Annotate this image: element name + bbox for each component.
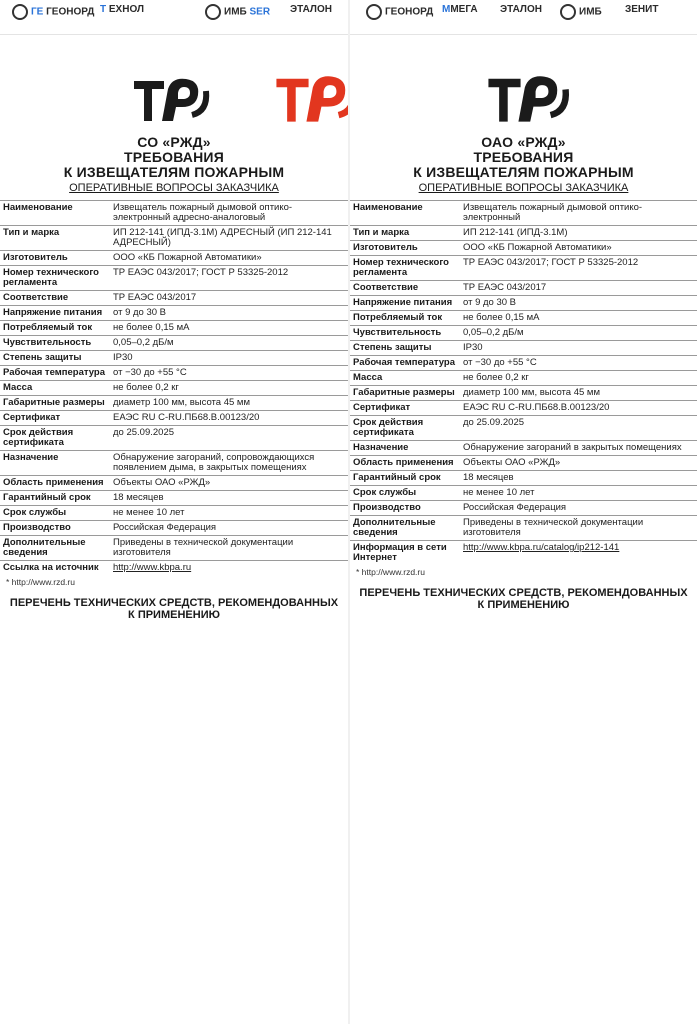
- row-label: Гарантийный срок: [0, 491, 110, 506]
- row-value: до 25.09.2025: [110, 426, 348, 451]
- row-value: Обнаружение загораний в закрытых помещениях: [460, 441, 697, 456]
- sponsor-mark-icon: [366, 4, 382, 20]
- row-label: Срок службы: [350, 486, 460, 501]
- row-value: IP30: [460, 341, 697, 356]
- table-row: [0, 366, 348, 381]
- row-value: от −30 до +55 °С: [460, 356, 697, 371]
- row-value: ТР ЕАЭС 043/2017; ГОСТ Р 53325-2012: [110, 266, 348, 291]
- table-row: [350, 281, 697, 296]
- table-row: [0, 266, 348, 291]
- table-row: [0, 521, 348, 536]
- row-label: Чувствительность: [350, 326, 460, 341]
- row-label: Информация в сети Интернет: [350, 541, 460, 566]
- table-row: [350, 226, 697, 241]
- row-label: Габаритные размеры: [0, 396, 110, 411]
- row-value: ЕАЭС RU С-RU.ПБ68.В.00123/20: [110, 411, 348, 426]
- row-value: ТР ЕАЭС 043/2017: [460, 281, 697, 296]
- row-value: Извещатель пожарный дымовой оптико-электронный адресно-аналоговый: [110, 201, 348, 226]
- table-row: [350, 201, 697, 226]
- table-row: [350, 256, 697, 281]
- sponsor-logo-2: ММЕГА: [442, 4, 478, 15]
- row-value: от 9 до 30 В: [110, 306, 348, 321]
- table-row: [350, 486, 697, 501]
- row-label: Рабочая температура: [350, 356, 460, 371]
- table-row: [0, 411, 348, 426]
- row-value: от 9 до 30 В: [460, 296, 697, 311]
- footnote: * http://www.rzd.ru: [356, 567, 425, 577]
- sponsor-strip: [350, 0, 697, 35]
- table-row: [350, 516, 697, 541]
- row-label: Напряжение питания: [350, 296, 460, 311]
- row-value: не более 0,2 кг: [110, 381, 348, 396]
- row-value: Приведены в технической документации изготовителя: [110, 536, 348, 561]
- spec-table: [0, 200, 348, 575]
- row-value: ИП 212-141 (ИПД-3.1М) АДРЕСНЫЙ (ИП 212-141 АДРЕСНЫЙ): [110, 226, 348, 251]
- row-value: от −30 до +55 °С: [110, 366, 348, 381]
- row-label: Дополнительные сведения: [0, 536, 110, 561]
- table-row: [0, 476, 348, 491]
- sponsor-mark-icon: [560, 4, 576, 20]
- document-title: СО «РЖД» ТРЕБОВАНИЯ К ИЗВЕЩАТЕЛЯМ ПОЖАРНЫМ: [63, 134, 285, 180]
- row-label: Гарантийный срок: [350, 471, 460, 486]
- row-value: Извещатель пожарный дымовой оптико-электронный: [460, 201, 697, 226]
- row-value: Объекты ОАО «РЖД»: [110, 476, 348, 491]
- sponsor-logo-3: ЭТАЛОН: [500, 4, 542, 15]
- sponsor-logo-1: ГЕ ГЕОНОРД: [12, 4, 94, 28]
- hero: [0, 35, 348, 135]
- row-label: Производство: [0, 521, 110, 536]
- sponsor-logo-4: ИМБ: [560, 4, 602, 28]
- table-row: [350, 471, 697, 486]
- table-row: [350, 356, 697, 371]
- sponsor-mark-icon: [205, 4, 221, 20]
- row-value: не более 0,2 кг: [460, 371, 697, 386]
- footer-title: ПЕРЕЧЕНЬ ТЕХНИЧЕСКИХ СРЕДСТВ, РЕКОМЕНДОВАННЫХ К ПРИМЕНЕНИЮ: [359, 587, 688, 611]
- row-label: Область применения: [0, 476, 110, 491]
- table-row: [350, 241, 697, 256]
- spec-table: [350, 200, 697, 565]
- row-label: Тип и марка: [0, 226, 110, 251]
- row-value: Объекты ОАО «РЖД»: [460, 456, 697, 471]
- footnote: * http://www.rzd.ru: [6, 577, 75, 587]
- table-row: [0, 561, 348, 576]
- row-value: ООО «КБ Пожарной Автоматики»: [460, 241, 697, 256]
- row-value: не менее 10 лет: [460, 486, 697, 501]
- row-label: Наименование: [350, 201, 460, 226]
- row-value: до 25.09.2025: [460, 416, 697, 441]
- sponsor-logo-3: ИМБ SER: [205, 4, 270, 28]
- document-title: ОАО «РЖД» ТРЕБОВАНИЯ К ИЗВЕЩАТЕЛЯМ ПОЖАРНЫМ: [413, 134, 634, 180]
- source-link[interactable]: http://www.kbpa.ru: [110, 561, 348, 576]
- row-label: Производство: [350, 501, 460, 516]
- row-value: ТР ЕАЭС 043/2017: [110, 291, 348, 306]
- row-label: Назначение: [350, 441, 460, 456]
- row-value: не более 0,15 мА: [110, 321, 348, 336]
- table-row: [0, 201, 348, 226]
- left-page: [0, 0, 348, 1024]
- row-label: Напряжение питания: [0, 306, 110, 321]
- row-label: Дополнительные сведения: [350, 516, 460, 541]
- sponsor-mark-icon: [12, 4, 28, 20]
- row-value: 18 месяцев: [110, 491, 348, 506]
- sponsor-logo-5: ЗЕНИТ: [625, 4, 659, 15]
- row-value: Российская Федерация: [110, 521, 348, 536]
- table-row: [350, 401, 697, 416]
- table-row: [350, 311, 697, 326]
- table-row: [0, 306, 348, 321]
- table-row: [0, 536, 348, 561]
- table-row: [350, 371, 697, 386]
- sponsor-logo-4: ЭТАЛОН: [290, 4, 332, 15]
- row-value: диаметр 100 мм, высота 45 мм: [460, 386, 697, 401]
- table-row: [0, 226, 348, 251]
- row-label: Соответствие: [0, 291, 110, 306]
- row-label: Изготовитель: [0, 251, 110, 266]
- sponsor-strip: [0, 0, 348, 35]
- row-label: Потребляемый ток: [0, 321, 110, 336]
- table-row: [350, 541, 697, 566]
- table-row: [0, 396, 348, 411]
- row-label: Масса: [350, 371, 460, 386]
- table-row: [350, 341, 697, 356]
- row-label: Изготовитель: [350, 241, 460, 256]
- row-label: Потребляемый ток: [350, 311, 460, 326]
- sponsor-logo-1: ГЕОНОРД: [366, 4, 433, 28]
- source-link[interactable]: http://www.kbpa.ru/catalog/ip212-141: [460, 541, 697, 566]
- row-label: Рабочая температура: [0, 366, 110, 381]
- table-row: [0, 321, 348, 336]
- table-row: [0, 451, 348, 476]
- table-row: [350, 416, 697, 441]
- row-value: 0,05–0,2 дБ/м: [110, 336, 348, 351]
- row-value: ТР ЕАЭС 043/2017; ГОСТ Р 53325-2012: [460, 256, 697, 281]
- table-row: [0, 491, 348, 506]
- table-row: [350, 296, 697, 311]
- row-label: Габаритные размеры: [350, 386, 460, 401]
- row-value: не менее 10 лет: [110, 506, 348, 521]
- row-value: IP30: [110, 351, 348, 366]
- row-label: Срок службы: [0, 506, 110, 521]
- row-value: Приведены в технической документации изготовителя: [460, 516, 697, 541]
- row-label: Область применения: [350, 456, 460, 471]
- row-value: ЕАЭС RU С-RU.ПБ68.В.00123/20: [460, 401, 697, 416]
- rzd-logo-black-icon: [128, 69, 212, 129]
- row-label: Номер технического регламента: [0, 266, 110, 291]
- document-subtitle: ОПЕРАТИВНЫЕ ВОПРОСЫ ЗАКАЗЧИКА: [418, 182, 629, 194]
- table-row: [0, 251, 348, 266]
- row-label: Степень защиты: [350, 341, 460, 356]
- table-row: [0, 506, 348, 521]
- row-value: 0,05–0,2 дБ/м: [460, 326, 697, 341]
- rzd-logo-red-icon: [270, 65, 348, 131]
- table-row: [350, 501, 697, 516]
- document-subtitle: ОПЕРАТИВНЫЕ ВОПРОСЫ ЗАКАЗЧИКА: [69, 182, 279, 194]
- row-value: Российская Федерация: [460, 501, 697, 516]
- row-value: диаметр 100 мм, высота 45 мм: [110, 396, 348, 411]
- row-value: Обнаружение загораний, сопровождающихся появлением дыма, в закрытых помещениях: [110, 451, 348, 476]
- row-value: ООО «КБ Пожарной Автоматики»: [110, 251, 348, 266]
- table-row: [0, 351, 348, 366]
- table-row: [0, 426, 348, 451]
- row-value: не более 0,15 мА: [460, 311, 697, 326]
- footer-title: ПЕРЕЧЕНЬ ТЕХНИЧЕСКИХ СРЕДСТВ, РЕКОМЕНДОВАННЫХ К ПРИМЕНЕНИЮ: [9, 597, 339, 621]
- row-label: Соответствие: [350, 281, 460, 296]
- table-row: [0, 336, 348, 351]
- table-row: [0, 291, 348, 306]
- row-label: Срок действия сертификата: [350, 416, 460, 441]
- row-label: Назначение: [0, 451, 110, 476]
- row-label: Номер технического регламента: [350, 256, 460, 281]
- table-row: [350, 456, 697, 471]
- row-label: Степень защиты: [0, 351, 110, 366]
- row-label: Чувствительность: [0, 336, 110, 351]
- row-label: Ссылка на источник: [0, 561, 110, 576]
- hero: [350, 35, 697, 135]
- row-label: Срок действия сертификата: [0, 426, 110, 451]
- row-label: Тип и марка: [350, 226, 460, 241]
- row-value: ИП 212-141 (ИПД-3.1М): [460, 226, 697, 241]
- table-row: [0, 381, 348, 396]
- row-value: 18 месяцев: [460, 471, 697, 486]
- table-row: [350, 441, 697, 456]
- rzd-logo-black-icon: [482, 65, 572, 131]
- right-page: [350, 0, 697, 1024]
- row-label: Сертификат: [0, 411, 110, 426]
- table-row: [350, 386, 697, 401]
- row-label: Сертификат: [350, 401, 460, 416]
- table-row: [350, 326, 697, 341]
- row-label: Наименование: [0, 201, 110, 226]
- sponsor-logo-2: Т ЕХНОЛ: [100, 4, 144, 15]
- row-label: Масса: [0, 381, 110, 396]
